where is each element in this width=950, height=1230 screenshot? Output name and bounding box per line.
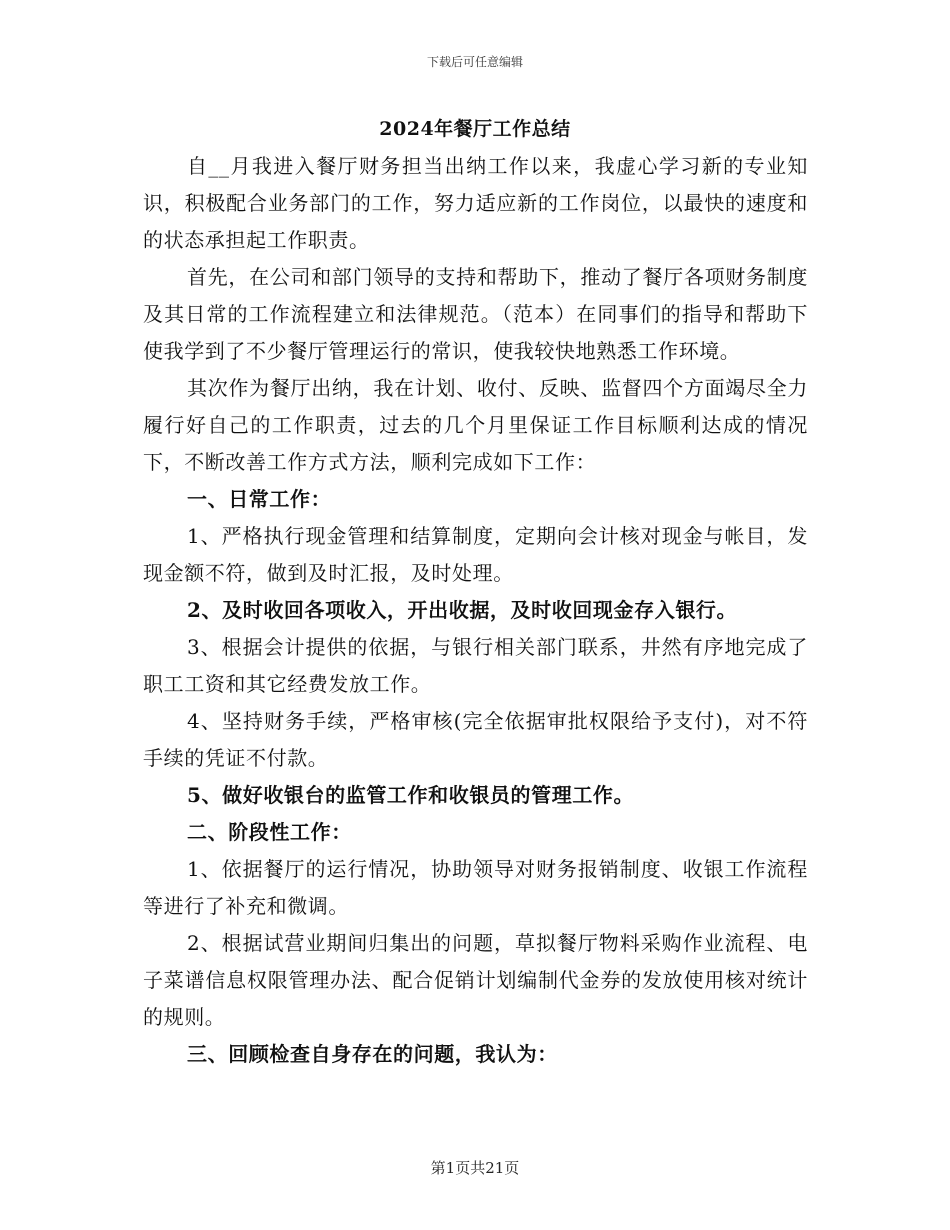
section-heading: 一、日常工作： [187,487,332,511]
list-item: 2、及时收回各项收入，开出收据，及时收回现金存入银行。 [187,598,738,622]
section-heading: 二、阶段性工作： [187,820,352,844]
list-item: 2、根据试营业期间归集出的问题，草拟餐厅物料采购作业流程、电子菜谱信息权限管理办法、配合促销计划编制代金券的发放使用核对统计的规则。 [143,931,808,1029]
list-item: 5、做好收银台的监管工作和收银员的管理工作。 [187,783,635,807]
section-heading: 三、回顾检查自身存在的问题，我认为： [187,1042,558,1066]
list-item: 1、依据餐厅的运行情况，协助领导对财务报销制度、收银工作流程等进行了补充和微调。 [143,857,808,918]
list-item: 4、坚持财务手续，严格审核(完全依据审批权限给予支付)，对不符手续的凭证不付款。 [143,709,808,770]
header-note: 下载后可任意编辑 [426,55,523,69]
list-item: 3、根据会计提供的依据，与银行相关部门联系，井然有序地完成了职工工资和其它经费发放工作。 [143,635,808,696]
paragraph: 其次作为餐厅出纳，我在计划、收付、反映、监督四个方面竭尽全力履行好自己的工作职责，过去的几个月里保证工作目标顺利达成的情况下，不断改善工作方式方法，顺利完成如下工作： [143,376,808,474]
list-item: 1、严格执行现金管理和结算制度，定期向会计核对现金与帐目，发现金额不符，做到及时汇报，及时处理。 [143,524,808,585]
paragraph: 自__月我进入餐厅财务担当出纳工作以来，我虚心学习新的专业知识，积极配合业务部门的工作，努力适应新的工作岗位，以最快的速度和的状态承担起工作职责。 [143,154,808,252]
document-body [143,148,808,1073]
document-title: 2024年餐厅工作总结 [379,118,571,140]
page-number: 第1页共21页 [430,1159,520,1177]
paragraph: 首先，在公司和部门领导的支持和帮助下，推动了餐厅各项财务制度及其日常的工作流程建立和法律规范。（范本）在同事们的指导和帮助下使我学到了不少餐厅管理运行的常识，使我较快地熟悉工作环境。 [143,265,808,363]
